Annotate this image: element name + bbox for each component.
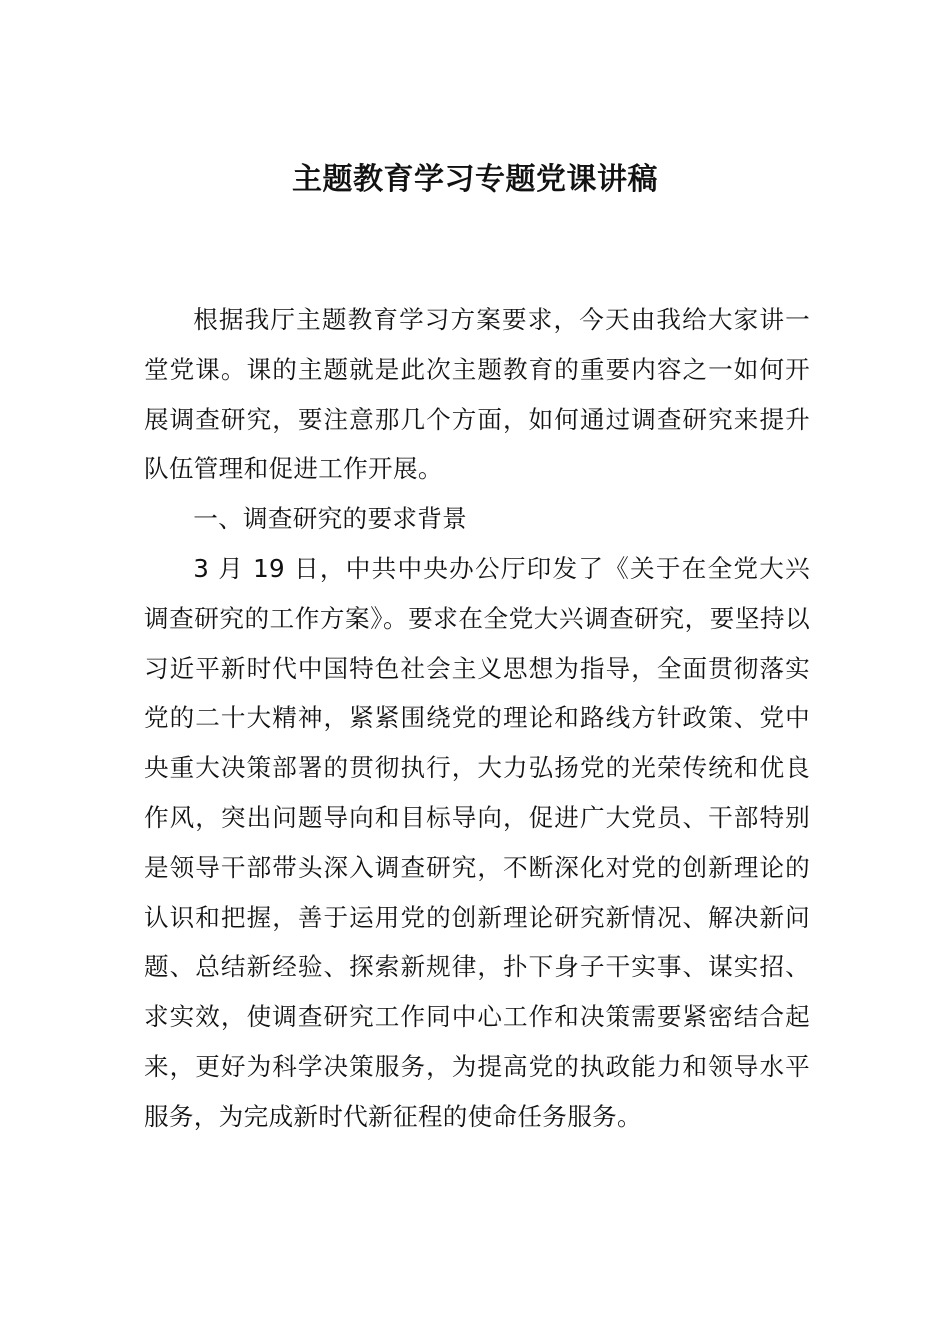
paragraph-intro: 根据我厅主题教育学习方案要求，今天由我给大家讲一堂党课。课的主题就是此次主题教育的重要内容之一如何开展调查研究，要注意那几个方面，如何通过调查研究来提升队伍管理和促进工作开展。 bbox=[144, 305, 810, 484]
document-body bbox=[144, 295, 810, 1142]
document-title: 主题教育学习专题党课讲稿 bbox=[292, 162, 658, 197]
paragraph-background: 3 月 19 日，中共中央办公厅印发了《关于在全党大兴调查研究的工作方案》。要求在全党大兴调查研究，要坚持以习近平新时代中国特色社会主义思想为指导，全面贯彻落实党的二十大精神，紧紧围绕党的理论和路线方针政策、党中央重大决策部署的贯彻执行，大力弘扬党的光荣传统和优良作风，突出问题导向和目标导向，促进广大党员、干部特别是领导干部带头深入调查研究，不断深化对党的创新理论的认识和把握，善于运用党的创新理论研究新情况、解决新问题、总结新经验、探索新规律，扑下身子干实事、谋实招、求实效，使调查研究工作同中心工作和决策需要紧密结合起来，更好为科学决策服务，为提高党的执政能力和领导水平服务，为完成新时代新征程的使命任务服务。 bbox=[144, 553, 810, 1131]
section-heading: 一、调查研究的要求背景 bbox=[193, 504, 468, 534]
